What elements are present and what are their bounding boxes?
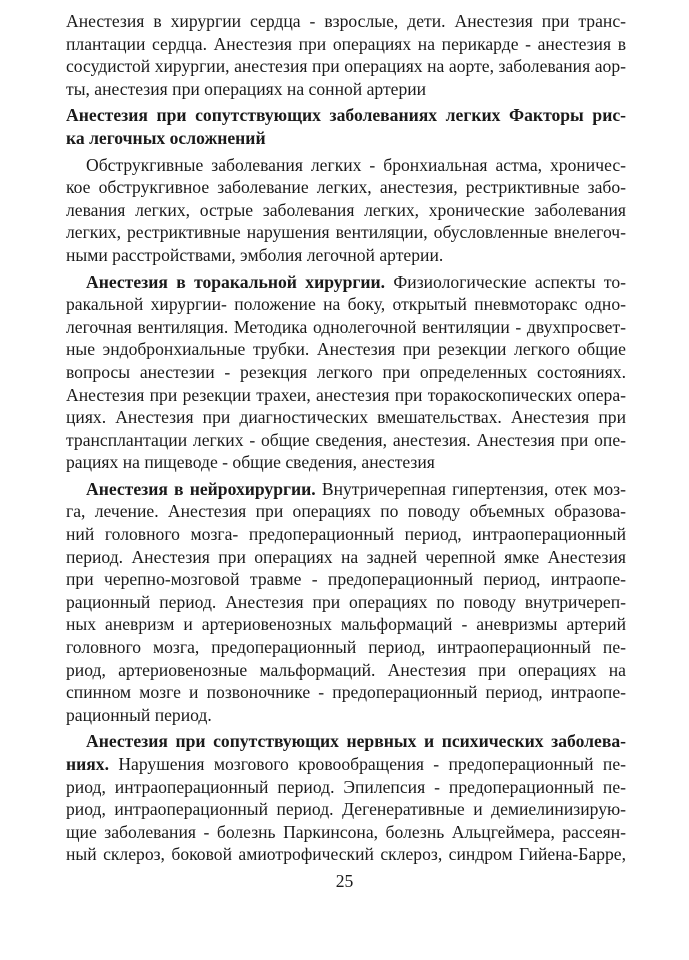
paragraph (66, 271, 626, 474)
text-run: спинном мозге и позвоночнике - предоперационный период, интраопе- (66, 682, 626, 703)
text-line (66, 221, 626, 244)
text-run: Внутричерепная гипертензия, отек моз- (315, 478, 626, 499)
text-line (66, 776, 626, 799)
text-run: ных аневризм и артериовенозных мальформаций - аневризмы артерий (66, 614, 626, 635)
text-line (66, 33, 626, 56)
text-run: ными расстройствами, эмболия легочной артерии. (66, 244, 444, 265)
text-line (66, 478, 626, 501)
text-run: вопросы анестезии - резекция легкого при определенных состояниях. (66, 361, 626, 382)
text-line (66, 523, 626, 546)
paragraph (66, 104, 626, 149)
text-run: левания легких, острые заболевания легких, хронические заболевания (66, 199, 626, 220)
text-run: Нарушения мозгового кровообращения - предоперационный пе- (109, 754, 626, 774)
text-run: Физиологические аспекты то- (385, 271, 626, 292)
text-run: га, лечение. Анестезия при операциях по поводу объемных образова- (66, 501, 626, 522)
text-line (66, 429, 626, 452)
text-line (66, 451, 626, 474)
text-run: ний головного мозга- предоперационный период, интраоперационный (66, 524, 626, 545)
text-line (66, 199, 626, 222)
text-run: рационный период. Анестезия при операциях по поводу внутричереп- (66, 591, 626, 612)
text-line (66, 293, 626, 316)
text-line (66, 568, 626, 591)
bold-heading-run: Анестезия в нейрохирургии. (86, 478, 316, 499)
text-line (66, 613, 626, 636)
text-run: циях. Анестезия при диагностических вмешательствах. Анестезия при (66, 407, 626, 428)
text-line (66, 104, 626, 127)
text-run: риод, артериовенозные мальформаций. Анестезия при операциях на (66, 659, 626, 680)
text-run: Анестезия при резекции трахеи, анестезия при торакоскопических опера- (66, 384, 626, 405)
text-line (66, 384, 626, 407)
text-line (66, 704, 626, 727)
text-run: головного мозга, предоперационный период, интраоперационный пе- (66, 637, 626, 658)
text-run: легочная вентиляция. Методика однолегочной вентиляции - двухпросвет- (66, 316, 626, 337)
text-run: рационный период. (66, 704, 212, 725)
text-line (66, 316, 626, 339)
text-run: сосудистой хирургии, анестезия при операциях на аорте, заболевания аор- (66, 56, 626, 77)
text-line (66, 271, 626, 294)
text-line (66, 55, 626, 78)
bold-heading-run: Анестезия при сопутствующих нервных и психических заболева- (86, 731, 626, 752)
paragraph (66, 154, 626, 267)
text-line (66, 338, 626, 361)
text-run: легких, рестриктивные нарушения вентиляции, обусловленные внелегоч- (66, 222, 626, 243)
text-run: щие заболевания - болезнь Паркинсона, болезнь Альцгеймера, рассеян- (66, 821, 626, 842)
text-line (66, 10, 626, 33)
text-line (66, 500, 626, 523)
text-line (66, 244, 626, 267)
text-run: Обструкгивные заболевания легких - бронхиальная астма, хроничес- (86, 154, 626, 175)
text-line (66, 127, 626, 150)
text-line (66, 753, 626, 776)
text-line (66, 659, 626, 682)
text-line (66, 636, 626, 659)
text-run: ты, анестезия при операциях на сонной артерии (66, 78, 427, 99)
text-line (66, 361, 626, 384)
text-line (66, 843, 626, 866)
text-line (66, 821, 626, 844)
text-run: плантации сердца. Анестезия при операциях на перикарде - анестезия в (66, 33, 626, 54)
text-line (66, 730, 626, 753)
bold-heading-run: Анестезия при сопутствующих заболеваниях легких Факторы рис- (66, 105, 626, 126)
text-line (66, 681, 626, 704)
text-line (66, 78, 626, 101)
text-run: период. Анестезия при операциях на задней черепной ямке Анестезия (66, 546, 626, 567)
text-line (66, 546, 626, 569)
text-line (66, 798, 626, 821)
text-run: ракальной хирургии- положение на боку, открытый пневмоторакс одно- (66, 294, 626, 315)
text-run: риод, интраоперационный период. Дегенеративные и демиелинизирую- (66, 799, 626, 820)
text-run: кое обструкгивное заболевание легких, анестезия, рестриктивные забо- (66, 177, 626, 198)
text-run: риод, интраоперационный период. Эпилепсия - предоперационный пе- (66, 776, 626, 797)
bold-heading-run: Анестезия в торакальной хирургии. (86, 271, 386, 292)
bold-heading-run: ка легочных осложнений (66, 127, 266, 148)
bold-heading-run: ниях. (66, 754, 109, 774)
text-run: трансплантации легких - общие сведения, анестезия. Анестезия при опе- (66, 429, 626, 450)
text-run: ные эндобронхиальные трубки. Анестезия при резекции легкого общие (66, 339, 626, 360)
paragraph (66, 478, 626, 727)
text-run: рациях на пищеводе - общие сведения, анестезия (66, 452, 435, 473)
text-run: при черепно-мозговой травме - предоперационный период, интраопе- (66, 569, 626, 590)
text-line (66, 154, 626, 177)
paragraph (66, 10, 626, 100)
page-number: 25 (335, 871, 354, 891)
text-run: ный склероз, боковой амиотрофический склероз, синдром Гийена-Барре, (66, 844, 626, 865)
body-text (66, 10, 626, 866)
text-run: Анестезия в хирургии сердца - взрослые, дети. Анестезия при транс- (66, 11, 626, 31)
text-line (66, 406, 626, 429)
paragraph (66, 730, 626, 866)
text-line (66, 176, 626, 199)
text-line (66, 591, 626, 614)
